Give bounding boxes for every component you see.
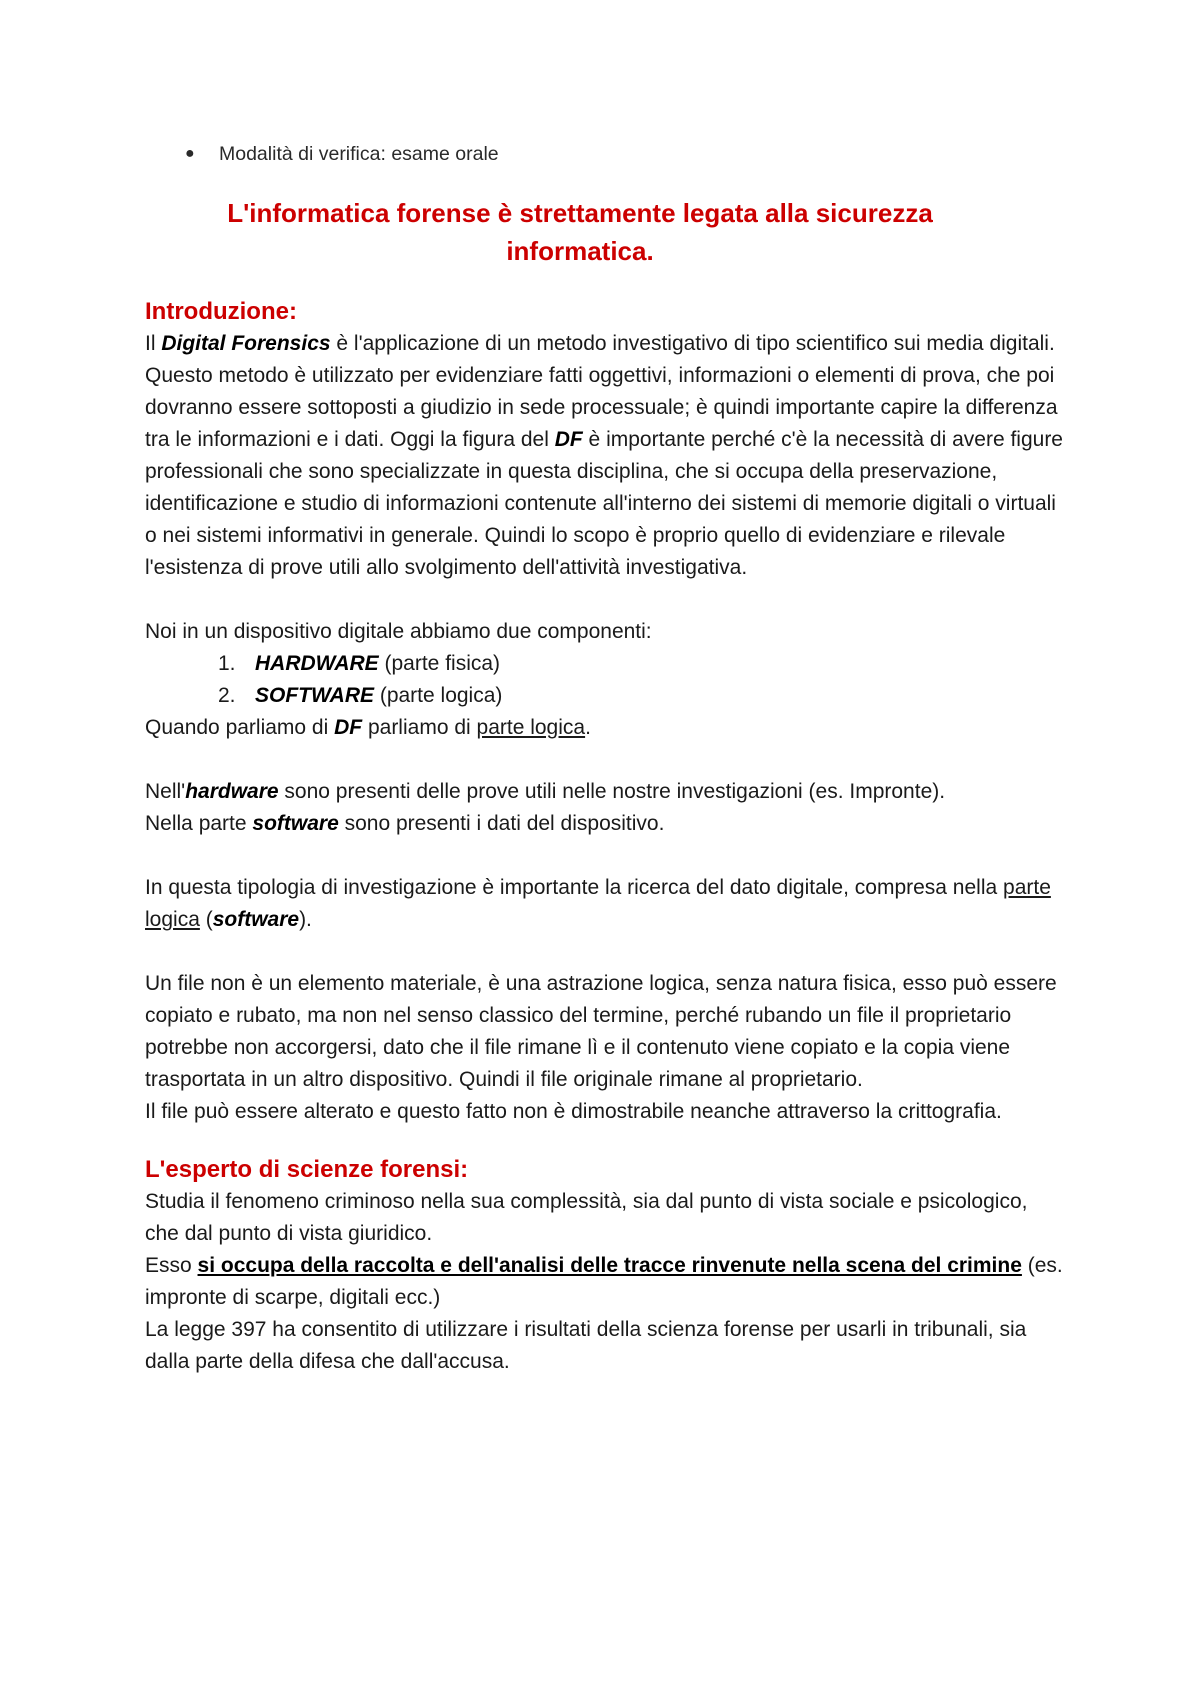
term-software: software — [252, 812, 339, 835]
intro-paragraph-5 — [145, 808, 1065, 840]
expert-paragraph-1: Studia il fenomeno criminoso nella sua complessità, sia dal punto di vista sociale e psicologico, che dal punto di vista giuridico. — [145, 1190, 1028, 1245]
term-software: SOFTWARE — [255, 684, 374, 707]
bullet-dot-icon: ● — [185, 145, 195, 162]
expert-paragraph-2 — [145, 1250, 1065, 1314]
list-number: 1. — [218, 652, 236, 675]
text-run: Nella parte — [145, 812, 253, 835]
bullet-text: Modalità di verifica: esame orale — [219, 143, 499, 165]
text-run: Il — [145, 332, 162, 355]
intro-paragraph-7: Un file non è un elemento materiale, è una astrazione logica, senza natura fisica, esso può essere copiato e rubato, ma non nel senso classico del termine, perché rubando un file il proprietario potrebbe non accorgersi, dato che il file rimane lì e il contenuto viene copiato e la copia viene trasportata in un altro dispositivo. Quindi il file originale rimane al proprietario. — [145, 972, 1057, 1091]
term-hardware: HARDWARE — [255, 652, 379, 675]
text-run: sono presenti i dati del dispositivo. — [338, 812, 665, 835]
intro-heading: Introduzione: — [145, 298, 297, 325]
intro-paragraph-3 — [145, 712, 1065, 744]
intro-paragraph-2: Noi in un dispositivo digitale abbiamo due componenti: — [145, 620, 652, 643]
list-number: 2. — [218, 684, 236, 707]
bullet-item — [145, 140, 1065, 168]
list-item — [145, 680, 1065, 712]
term-df: DF — [554, 428, 583, 451]
text-run: Quando parliamo di — [145, 716, 335, 739]
text-run: (es. impronte di scarpe, digitali ecc.) — [145, 1254, 1063, 1309]
bold-underlined-phrase: si occupa della raccolta e dell'analisi delle tracce rinvenute nella scena del crimine — [197, 1254, 1022, 1277]
intro-paragraph-8: Il file può essere alterato e questo fatto non è dimostrabile neanche attraverso la crittografia. — [145, 1100, 1002, 1123]
text-run: è l'applicazione di un metodo investigativo di tipo scientifico sui media digitali. Questo metodo è utilizzato per evidenziare fatti oggettivi, informazioni o elementi di prova, che poi dovranno essere sottoposti a giudizio in sede processuale; è quindi importante capire la differenza tra le informazioni e i dati. Oggi la figura del — [145, 332, 1058, 451]
list-item — [145, 648, 1065, 680]
term-hardware: hardware — [185, 780, 279, 803]
intro-paragraph-6 — [145, 872, 1065, 936]
text-run: ). — [299, 908, 312, 931]
term-software: software — [212, 908, 300, 931]
list-desc: (parte logica) — [374, 684, 503, 707]
text-run: parliamo di — [362, 716, 477, 739]
expert-heading: L'esperto di scienze forensi: — [145, 1156, 469, 1183]
intro-paragraph-4 — [145, 776, 1065, 808]
text-run: Esso — [145, 1254, 198, 1277]
text-run: . — [585, 716, 591, 739]
text-run: sono presenti delle prove utili nelle nostre investigazioni (es. Impronte). — [278, 780, 946, 803]
term-df: DF — [334, 716, 363, 739]
text-run: In questa tipologia di investigazione è importante la ricerca del dato digitale, compresa nella — [145, 876, 1004, 899]
intro-paragraph-1 — [145, 328, 1065, 584]
text-run: ( — [199, 908, 213, 931]
underlined-parte-logica: parte logica — [476, 716, 586, 739]
underlined-parte-logica: parte logica — [145, 876, 1051, 931]
document-title: L'informatica forense è strettamente legata alla sicurezza informatica. — [227, 198, 933, 266]
text-run: è importante perché c'è la necessità di avere figure professionali che sono specializzate in questa disciplina, che si occupa della preservazione, identificazione e studio di informazioni contenute all'interno dei sistemi di memorie digitali o virtuali o nei sistemi informativi in generale. Quindi lo scopo è proprio quello di evidenziare e rilevale l'esistenza di prove utili allo svolgimento dell'attività investigativa. — [145, 428, 1063, 579]
expert-paragraph-3: La legge 397 ha consentito di utilizzare i risultati della scienza forense per usarli in tribunali, sia dalla parte della difesa che dall'accusa. — [145, 1318, 1027, 1373]
text-run: Nell' — [145, 780, 186, 803]
term-digital-forensics: Digital Forensics — [161, 332, 331, 355]
components-list — [145, 648, 1065, 712]
document-page — [145, 140, 1065, 1378]
list-desc: (parte fisica) — [378, 652, 501, 675]
